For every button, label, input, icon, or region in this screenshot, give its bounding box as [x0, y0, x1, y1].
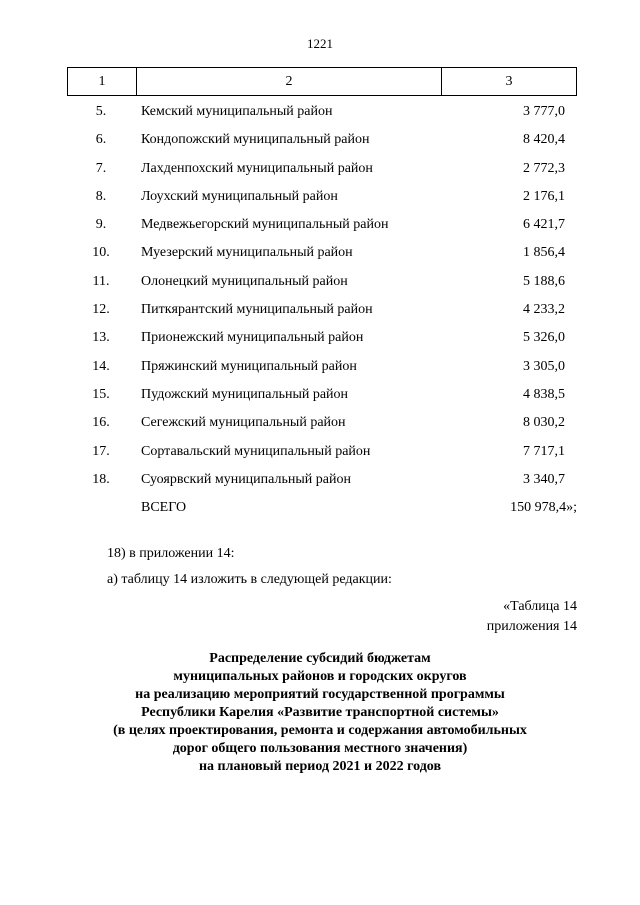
row-value: 1 856,4	[523, 245, 565, 261]
row-value: 4 233,2	[523, 302, 565, 318]
row-value: 2 772,3	[523, 160, 565, 176]
heading-line: дорог общего пользования местного значения)	[172, 741, 468, 756]
row-name: Муезерский муниципальный район	[141, 245, 353, 261]
row-value: 2 176,1	[523, 188, 565, 204]
table-body	[67, 98, 577, 522]
row-number: 16.	[92, 415, 110, 431]
row-value: 8 030,2	[523, 415, 565, 431]
row-number: 11.	[92, 273, 110, 289]
row-value: 7 717,1	[523, 443, 565, 459]
row-value: 8 420,4	[523, 132, 565, 148]
row-value: 4 838,5	[523, 386, 565, 402]
row-number: 9.	[95, 217, 107, 233]
header-col-2: 2	[137, 68, 442, 96]
header-col-1: 1	[68, 68, 137, 96]
table-row	[67, 466, 577, 494]
page-number: 1221	[307, 36, 333, 51]
table-row	[67, 183, 577, 211]
row-name: Сегежский муниципальный район	[141, 415, 346, 431]
table-caption-line-1: «Таблица 14	[503, 599, 577, 614]
row-name: Лахденпохский муниципальный район	[141, 160, 373, 176]
row-value: 3 340,7	[523, 471, 565, 487]
table-row	[67, 211, 577, 239]
table-row	[67, 126, 577, 154]
table-row	[67, 409, 577, 437]
row-name: Олонецкий муниципальный район	[141, 273, 348, 289]
row-number: 15.	[92, 386, 110, 402]
row-value: 5 326,0	[523, 330, 565, 346]
row-value: 3 777,0	[523, 104, 565, 119]
row-name: Пряжинский муниципальный район	[141, 358, 357, 374]
row-name: Лоухский муниципальный район	[141, 188, 338, 204]
row-name: Пудожский муниципальный район	[141, 386, 349, 402]
table-row	[67, 438, 577, 466]
heading-line: Распределение субсидий бюджетам	[209, 651, 431, 666]
row-number: 18.	[92, 471, 110, 487]
total-label: ВСЕГО	[141, 500, 187, 516]
table-header	[67, 67, 577, 96]
row-name: Кемский муниципальный район	[141, 104, 333, 119]
heading-line: на плановый период 2021 и 2022 годов	[198, 759, 442, 774]
total-row	[67, 494, 577, 522]
row-number: 10.	[92, 245, 110, 261]
table-row	[67, 353, 577, 381]
table-row	[67, 381, 577, 409]
total-value: 150 978,4»;	[510, 500, 577, 516]
row-name: Медвежьегорский муниципальный район	[141, 217, 389, 233]
row-name: Сортавальский муниципальный район	[141, 443, 371, 459]
row-number: 13.	[92, 330, 110, 346]
paragraph-appendix: 18) в приложении 14:	[107, 546, 235, 561]
heading-line: (в целях проектирования, ремонта и содержания автомобильных	[113, 723, 527, 738]
row-number: 7.	[95, 160, 107, 176]
table-caption-line-2: приложения 14	[486, 619, 577, 634]
row-name: Питкярантский муниципальный район	[141, 302, 373, 318]
row-name: Суоярвский муниципальный район	[141, 471, 351, 487]
row-value: 5 188,6	[523, 273, 565, 289]
row-number: 12.	[92, 302, 110, 318]
table-row	[67, 296, 577, 324]
row-value: 6 421,7	[523, 217, 565, 233]
row-number: 6.	[95, 132, 107, 148]
row-number: 5.	[95, 104, 107, 119]
heading-line: на реализацию мероприятий государственной программы	[135, 687, 505, 702]
paragraph-instruction: а) таблицу 14 изложить в следующей редакции:	[107, 572, 392, 587]
table-row	[67, 239, 577, 267]
row-number: 14.	[92, 358, 110, 374]
row-number: 8.	[95, 188, 107, 204]
row-name: Прионежский муниципальный район	[141, 330, 364, 346]
header-col-3: 3	[442, 68, 577, 96]
table-row	[67, 98, 577, 126]
heading-line: Республики Карелия «Развитие транспортной системы»	[141, 705, 499, 720]
table-row	[67, 155, 577, 183]
table-row	[67, 324, 577, 352]
table-row	[67, 268, 577, 296]
row-name: Кондопожский муниципальный район	[141, 132, 370, 148]
heading-line: муниципальных районов и городских округов	[173, 669, 467, 684]
row-value: 3 305,0	[523, 358, 565, 374]
document-heading	[0, 650, 640, 776]
row-number: 17.	[92, 443, 110, 459]
